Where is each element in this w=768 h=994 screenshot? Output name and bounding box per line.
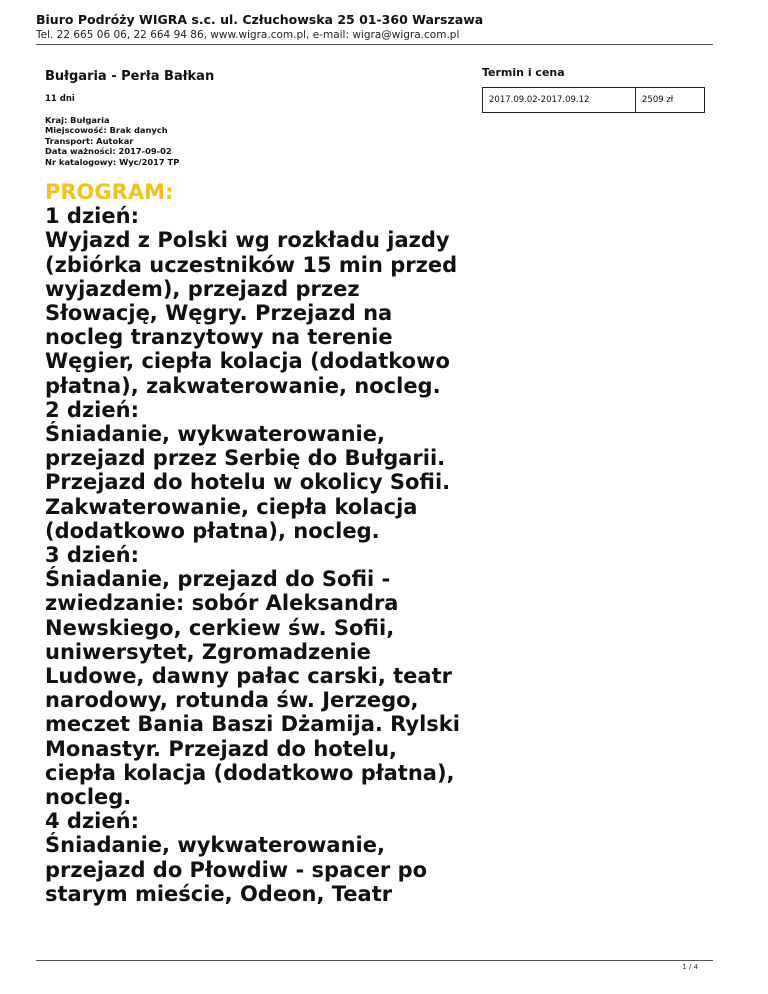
trip-duration: 11 dni bbox=[45, 94, 75, 104]
day-heading: 1 dzień: bbox=[45, 204, 139, 229]
info-location: Miejscowość: Brak danych bbox=[45, 125, 168, 136]
trip-summary bbox=[45, 68, 465, 167]
program-heading: PROGRAM: bbox=[45, 180, 174, 204]
term-date: 2017.09.02-2017.09.12 bbox=[483, 88, 636, 113]
agency-title: Biuro Podróży WIGRA s.c. ul. Człuchowska 25 01-360 Warszawa bbox=[36, 12, 484, 27]
pricing-heading: Termin i cena bbox=[482, 66, 565, 79]
footer-divider bbox=[36, 960, 713, 961]
info-country: Kraj: Bułgaria bbox=[45, 115, 110, 125]
info-catalog-number: Nr katalogowy: Wyc/2017 TP bbox=[45, 156, 180, 167]
day-description: Śniadanie, wykwaterowanie, przejazd przez Serbię do Bułgarii. Przejazd do hotelu w okolicy Sofii. Zakwaterowanie, ciepła kolacja (dodatkowo płatna), nocleg. bbox=[45, 422, 451, 543]
trip-info bbox=[45, 115, 465, 167]
info-transport: Transport: Autokar bbox=[45, 135, 134, 146]
page-number: 1 / 4 bbox=[682, 963, 698, 971]
day-description: Śniadanie, przejazd do Sofii - zwiedzanie: sobór Aleksandra Newskiego, cerkiew św. Sofii, uniwersytet, Zgromadzenie Ludowe, dawny pałac carski, teatr narodowy, rotunda św. Jerzego, meczet Bania Baszi Dżamija. Rylski Monastyr. Przejazd do hotelu, ciepła kolacja (dodatkowo płatna), nocleg. bbox=[45, 567, 460, 810]
day-heading: 4 dzień: bbox=[45, 809, 139, 834]
program-section bbox=[45, 180, 465, 906]
term-price: 2509 zł bbox=[636, 88, 705, 113]
pricing-section bbox=[482, 66, 707, 105]
agency-contact: Tel. 22 665 06 06, 22 664 94 86, www.wigra.com.pl, e-mail: wigra@wigra.com.pl bbox=[36, 29, 460, 41]
day-description: Śniadanie, wykwaterowanie, przejazd do Płowdiw - spacer po starym mieście, Odeon, Teatr bbox=[45, 833, 428, 906]
table-row bbox=[483, 88, 705, 113]
document-header bbox=[36, 12, 712, 42]
trip-title: Bułgaria - Perła Bałkan bbox=[45, 69, 215, 84]
header-divider bbox=[36, 44, 713, 45]
info-valid-date: Data ważności: 2017-09-02 bbox=[45, 146, 172, 157]
day-heading: 2 dzień: bbox=[45, 397, 139, 422]
day-description: Wyjazd z Polski wg rozkładu jazdy (zbiórka uczestników 15 min przed wyjazdem), przejazd przez Słowację, Węgry. Przejazd na nocleg tranzytowy na terenie Węgier, ciepła kolacja (dodatkowo płatna), zakwaterowanie, nocleg. bbox=[45, 228, 458, 398]
day-heading: 3 dzień: bbox=[45, 543, 139, 568]
pricing-table bbox=[482, 87, 705, 113]
